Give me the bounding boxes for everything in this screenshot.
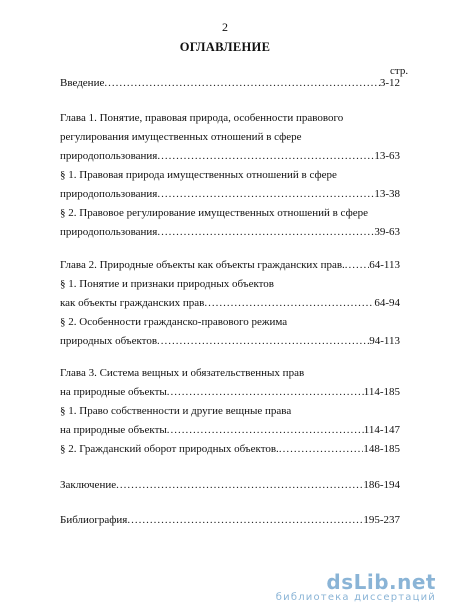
toc-chapter-1-line2[interactable]: регулирования имущественных отношений в сфере <box>60 131 302 143</box>
toc-section-1-2-line2[interactable]: природопользования ..... 39-63 <box>60 225 400 239</box>
toc-section-3-1-line1[interactable]: § 1. Право собственности и другие вещные права <box>60 405 292 417</box>
watermark-logo: dsLib.net <box>326 570 436 594</box>
toc-chapter-1-line3[interactable]: природопользования ..... 13-63 <box>60 149 400 163</box>
toc-section-2-2-line2[interactable]: природных объектов ..... 94-113 <box>60 334 400 348</box>
toc-section-3-1-line2[interactable]: на природные объекты ..... 114-147 <box>60 423 400 437</box>
page-column-label: стр. <box>390 65 409 77</box>
page-number: 2 <box>222 20 228 34</box>
toc-entry-introduction[interactable]: Введение ..... 3-12 <box>60 76 400 90</box>
watermark-subtitle: библиотека диссертаций <box>275 592 436 603</box>
toc-section-1-2-line1[interactable]: § 2. Правовое регулирование имущественных отношений в сфере <box>60 207 368 219</box>
toc-section-2-1-line2[interactable]: как объекты гражданских прав ..... 64-94 <box>60 296 400 310</box>
toc-chapter-2[interactable]: Глава 2. Природные объекты как объекты гражданских прав. ..... 64-113 <box>60 258 400 272</box>
toc-section-1-1-line1[interactable]: § 1. Правовая природа имущественных отношений в сфере <box>60 169 337 181</box>
page-title: ОГЛАВЛЕНИЕ <box>179 40 271 54</box>
toc-section-1-1-line2[interactable]: природопользования ..... 13-38 <box>60 187 400 201</box>
watermark <box>276 572 436 604</box>
toc-chapter-3-line2[interactable]: на природные объекты ..... 114-185 <box>60 385 400 399</box>
toc-conclusion[interactable]: Заключение ..... 186-194 <box>60 478 400 492</box>
toc-section-2-2-line1[interactable]: § 2. Особенности гражданско-правового режима <box>60 316 288 328</box>
toc-chapter-3-line1[interactable]: Глава 3. Система вещных и обязательственных прав <box>60 367 305 379</box>
toc-section-2-1-line1[interactable]: § 1. Понятие и признаки природных объектов <box>60 278 275 290</box>
toc-bibliography[interactable]: Библиография ..... 195-237 <box>60 513 400 527</box>
toc-section-3-2[interactable]: § 2. Гражданский оборот природных объектов. ..... 148-185 <box>60 442 400 456</box>
toc-chapter-1-line1[interactable]: Глава 1. Понятие, правовая природа, особенности правового <box>60 112 344 124</box>
